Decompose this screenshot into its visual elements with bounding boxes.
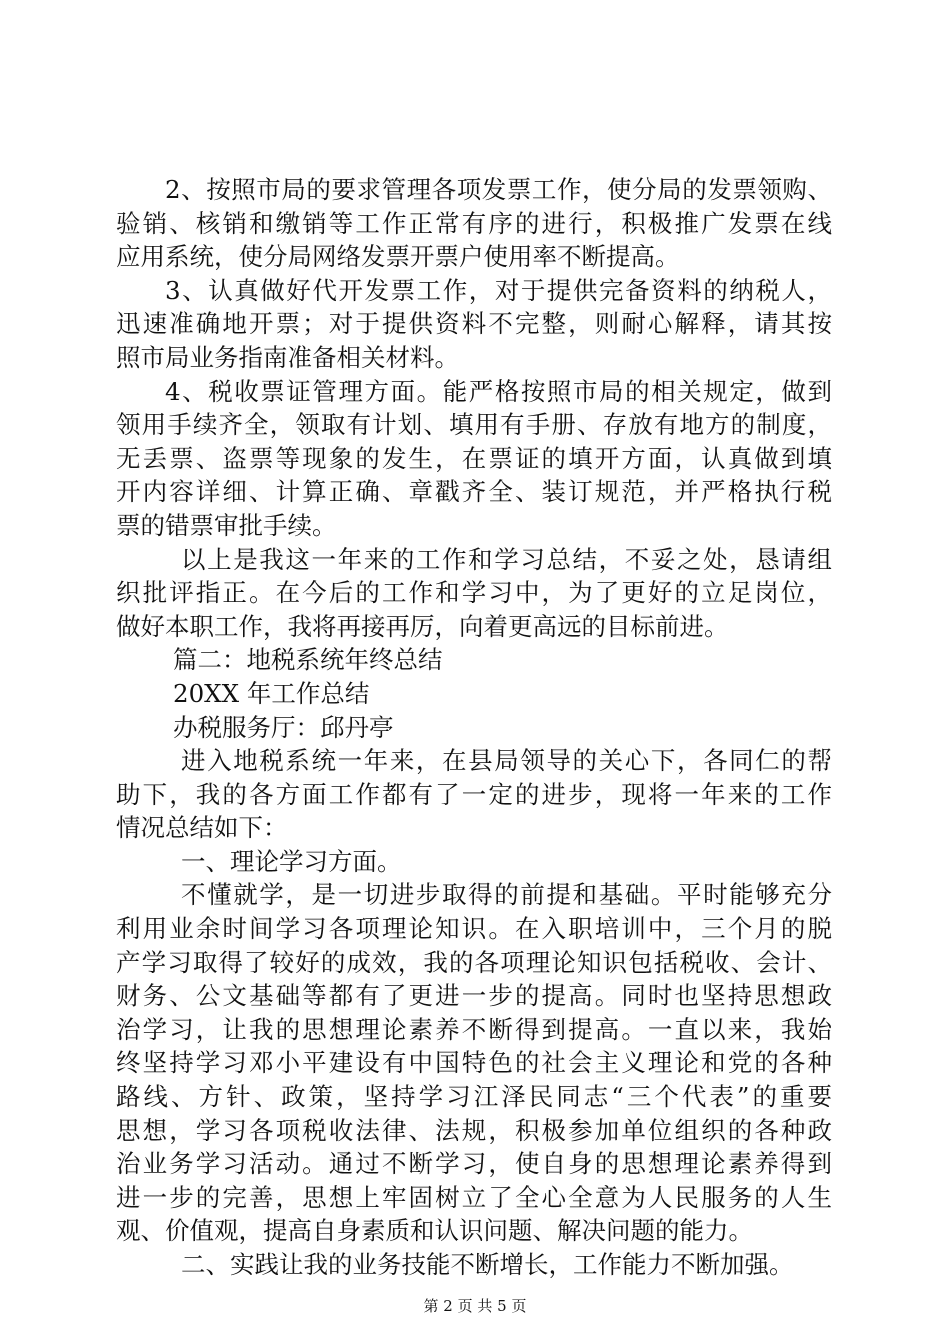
paragraph-line: 开内容详细、计算正确、章戳齐全、装订规范，并严格执行税 — [116, 477, 832, 507]
paragraph-line: 路线、方针、政策，坚持学习江泽民同志“三个代表”的重要 — [116, 1082, 832, 1112]
paragraph-line: 无丢票、盗票等现象的发生，在票证的填开方面，认真做到填 — [116, 443, 832, 473]
paragraph-line: 领用手续齐全，领取有计划、填用有手册、存放有地方的制度， — [116, 410, 832, 440]
paragraph-line: 利用业余时间学习各项理论知识。在入职培训中，三个月的脱 — [116, 914, 832, 944]
paragraph-line: 观、价值观，提高自身素质和认识问题、解决问题的能力。 — [116, 1216, 753, 1246]
paragraph-line: 做好本职工作，我将再接再厉，向着更高远的目标前进。 — [116, 611, 729, 641]
paragraph-line: 情况总结如下： — [116, 813, 288, 843]
paragraph-line: 以上是我这一年来的工作和学习总结，不妥之处，恳请组 — [181, 544, 832, 574]
paragraph-line: 终坚持学习邓小平建设有中国特色的社会主义理论和党的各种 — [116, 1048, 832, 1078]
section-heading: 篇二：地税系统年终总结 — [173, 645, 443, 675]
paragraph-line: 2、按照市局的要求管理各项发票工作，使分局的发票领购、 — [165, 175, 832, 204]
section-heading: 二、实践让我的业务技能不断增长，工作能力不断加强。 — [181, 1250, 794, 1279]
paragraph-line: 票的错票审批手续。 — [116, 510, 337, 540]
paragraph-line: 财务、公文基础等都有了更进一步的提高。同时也坚持思想政 — [116, 981, 832, 1011]
paragraph-line: 3、认真做好代开发票工作，对于提供完备资料的纳税人， — [165, 275, 832, 305]
author-line: 办税服务厅：邱丹亭 — [173, 712, 394, 742]
paragraph-line: 产学习取得了较好的成效，我的各项理论知识包括税收、会计、 — [116, 947, 832, 977]
paragraph-line: 验销、核销和缴销等工作正常有序的进行，积极推广发票在线 — [116, 208, 832, 238]
paragraph-line: 助下，我的各方面工作都有了一定的进步，现将一年来的工作 — [116, 779, 832, 809]
paragraph-line: 进一步的完善，思想上牢固树立了全心全意为人民服务的人生 — [116, 1182, 832, 1212]
paragraph-line: 不懂就学，是一切进步取得的前提和基础。平时能够充分 — [181, 880, 832, 910]
paragraph-line: 照市局业务指南准备相关材料。 — [116, 342, 459, 372]
paragraph-line: 4、税收票证管理方面。能严格按照市局的相关规定，做到 — [165, 376, 832, 406]
document-body — [116, 173, 832, 1282]
paragraph-line: 迅速准确地开票；对于提供资料不完整，则耐心解释，请其按 — [116, 309, 832, 339]
paragraph-line: 治学习，让我的思想理论素养不断得到提高。一直以来，我始 — [116, 1014, 832, 1044]
paragraph-line: 织批评指正。在今后的工作和学习中，为了更好的立足岗位， — [116, 578, 832, 608]
paragraph-line: 进入地税系统一年来，在县局领导的关心下，各同仁的帮 — [181, 746, 832, 776]
document-title: 20XX 年工作总结 — [173, 678, 370, 708]
paragraph-line: 应用系统，使分局网络发票开票户使用率不断提高。 — [116, 242, 680, 272]
page-number-footer: 第 2 页 共 5 页 — [423, 1297, 527, 1315]
paragraph-line: 治业务学习活动。通过不断学习，使自身的思想理论素养得到 — [116, 1149, 832, 1179]
section-heading: 一、理论学习方面。 — [181, 846, 402, 876]
paragraph-line: 思想，学习各项税收法律、法规，积极参加单位组织的各种政 — [116, 1115, 832, 1145]
